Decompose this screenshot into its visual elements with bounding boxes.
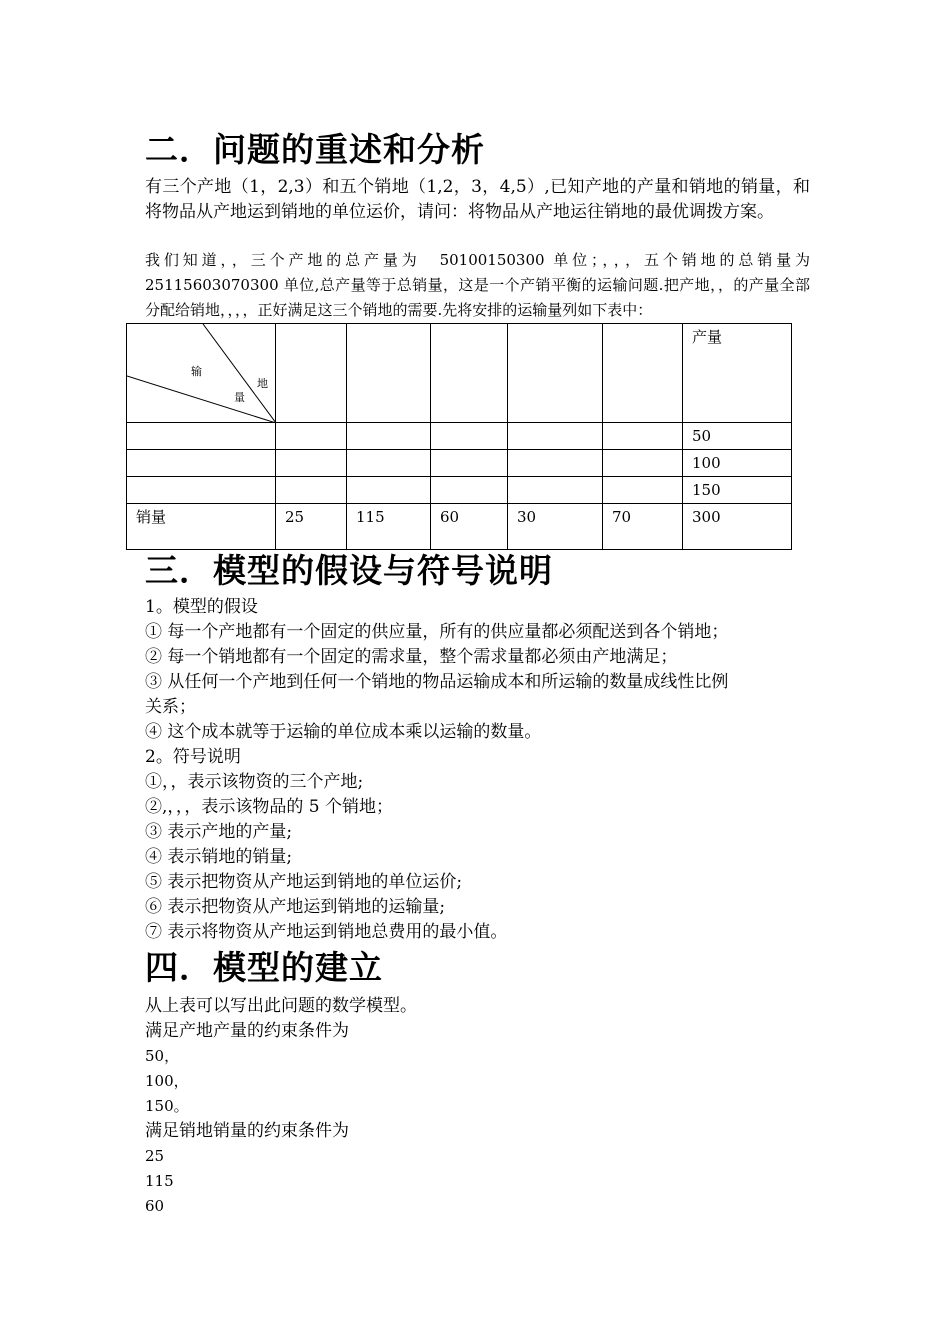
table-cell: 25 — [276, 504, 347, 550]
table-row — [127, 477, 792, 504]
corner-label-1: 输 — [191, 365, 202, 378]
table-cell — [431, 423, 508, 450]
assumption-item: 关系； — [145, 697, 196, 717]
row-label — [127, 477, 276, 504]
symbol-item: ①，，表示该物资的三个产地; — [145, 772, 364, 792]
row-total: 150 — [683, 477, 792, 504]
header-cell — [347, 324, 431, 423]
assumption-item: ② 每一个销地都有一个固定的需求量，整个需求量都必须由产地满足； — [145, 647, 678, 667]
row-label — [127, 423, 276, 450]
table-cell — [347, 477, 431, 504]
symbol-item: ⑥ 表示把物资从产地运到销地的运输量; — [145, 897, 446, 917]
table-row-sales — [127, 504, 792, 550]
demand-constraint: 60 — [145, 1197, 165, 1215]
demand-constraint: 115 — [145, 1172, 174, 1190]
header-cell — [508, 324, 603, 423]
table-cell: 30 — [508, 504, 603, 550]
table-cell — [603, 450, 683, 477]
section-3-heading: 三．模型的假设与符号说明 — [145, 551, 553, 590]
symbol-item: ⑦ 表示将物资从产地运到销地总费用的最小值。 — [145, 922, 508, 942]
row-label: 销量 — [127, 504, 276, 550]
supply-constraint-title: 满足产地产量的约束条件为 — [145, 1021, 349, 1041]
header-cell — [603, 324, 683, 423]
table-cell — [276, 450, 347, 477]
table-cell — [508, 477, 603, 504]
table-cell — [347, 450, 431, 477]
symbol-item: ④ 表示销地的销量; — [145, 847, 293, 867]
section-4-heading: 四．模型的建立 — [145, 948, 383, 987]
symbol-item: ②,，，，表示该物品的 5 个销地； — [145, 797, 394, 817]
table-corner-cell — [127, 324, 276, 423]
demand-constraint: 25 — [145, 1147, 165, 1165]
table-cell: 70 — [603, 504, 683, 550]
assumption-item: ③ 从任何一个产地到任何一个销地的物品运输成本和所运输的数量成线性比例 — [145, 672, 729, 692]
section-2-heading: 二．问题的重述和分析 — [145, 130, 485, 169]
table-cell — [276, 477, 347, 504]
row-total: 100 — [683, 450, 792, 477]
problem-paragraph: 有三个产地（1，2,3）和五个销地（1,2，3，4,5）,已知产地的产量和销地的销量，和将物品从产地运到销地的单位运价，请问：将物品从产地运往销地的最优调拨方案。 — [145, 177, 810, 222]
analysis-paragraph: 我们知道，，三个产地的总产量为 50100150300 单位；，，，五个销地的总销量为 25115603070300 单位,总产量等于总销量，这是一个产销平衡的运输问题.把产地，，的产量全部分配给销地，，，，正好满足这三个销地的需要.先将安排的运输量列如下表中： — [145, 251, 810, 319]
row-total: 300 — [683, 504, 792, 550]
supply-constraint: 100， — [145, 1072, 189, 1090]
symbol-item: ⑤ 表示把物资从产地运到销地的单位运价; — [145, 872, 463, 892]
table-cell — [508, 450, 603, 477]
header-cell — [276, 324, 347, 423]
demand-constraint-title: 满足销地销量的约束条件为 — [145, 1121, 349, 1141]
row-total: 50 — [683, 423, 792, 450]
table-cell — [508, 423, 603, 450]
assumption-title: 1。模型的假设 — [145, 597, 258, 617]
table-row — [127, 450, 792, 477]
table-cell — [431, 450, 508, 477]
header-output: 产量 — [683, 324, 792, 423]
corner-label-3: 量 — [234, 391, 245, 404]
assumption-item: ① 每一个产地都有一个固定的供应量，所有的供应量都必须配送到各个销地； — [145, 622, 729, 642]
table-cell — [603, 477, 683, 504]
table-cell — [603, 423, 683, 450]
row-label — [127, 450, 276, 477]
table-cell — [347, 423, 431, 450]
table-row — [127, 423, 792, 450]
supply-constraint: 50， — [145, 1047, 180, 1065]
table-cell: 60 — [431, 504, 508, 550]
assumption-item: ④ 这个成本就等于运输的单位成本乘以运输的数量。 — [145, 722, 542, 742]
table-cell — [431, 477, 508, 504]
symbol-item: ③ 表示产地的产量; — [145, 822, 293, 842]
table-cell — [276, 423, 347, 450]
table-header-row — [127, 324, 792, 423]
transport-table — [126, 323, 792, 550]
symbol-title: 2。符号说明 — [145, 747, 241, 767]
supply-constraint: 150。 — [145, 1097, 189, 1115]
header-cell — [431, 324, 508, 423]
corner-label-2: 地 — [257, 377, 268, 390]
model-intro: 从上表可以写出此问题的数学模型。 — [145, 996, 417, 1016]
table-cell: 115 — [347, 504, 431, 550]
